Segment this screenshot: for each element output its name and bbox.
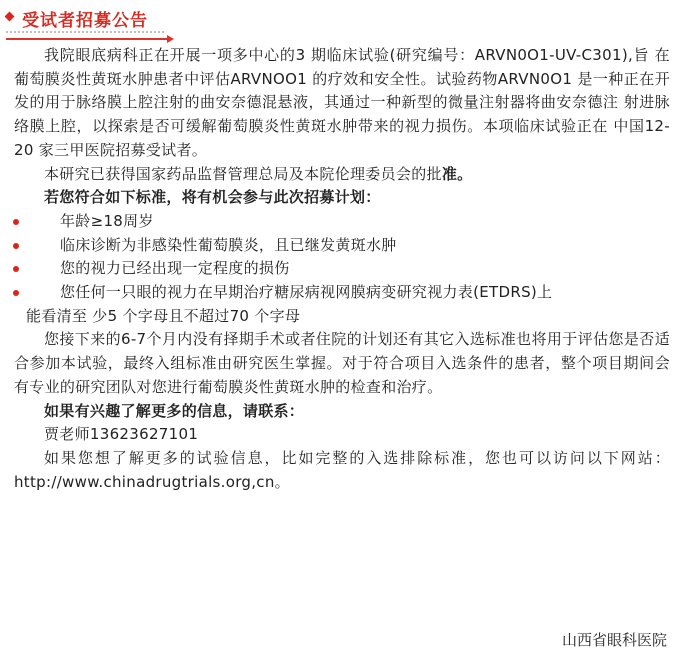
criteria-heading: 若您符合如下标准，将有机会参与此次招募计划：	[44, 188, 381, 207]
announcement-title: 受试者招募公告	[22, 11, 148, 31]
footer-organization: 山西省眼科医院	[561, 631, 667, 649]
red-dot-bullet-icon	[13, 219, 19, 225]
criteria-continuation: 能看清至 少5 个字母且不超过70 个字母	[26, 306, 301, 325]
criteria-item: 您任何一只眼的视力在早期治疗糖尿病视网膜病变研究视力表(ETDRS)上	[14, 281, 670, 305]
approval-end: 准。	[441, 164, 473, 183]
contact-heading: 如果有兴趣了解更多的信息，请联系：	[44, 401, 305, 420]
criteria-item: 临床诊断为非感染性葡萄膜炎，且已继发黄斑水肿	[14, 234, 670, 258]
approval-paragraph	[14, 163, 670, 187]
announcement-header	[0, 0, 675, 44]
approval-text: 本研究已获得国家药品监督管理总局及本院伦理委员会的批	[44, 164, 442, 183]
dotted-divider	[6, 31, 164, 33]
criteria-list	[14, 210, 670, 305]
red-dot-bullet-icon	[13, 266, 19, 272]
red-dot-bullet-icon	[13, 243, 19, 249]
contact-person: 贾老师13623627101	[44, 425, 199, 444]
diamond-bullet-icon	[5, 12, 15, 22]
red-dot-bullet-icon	[13, 290, 19, 296]
announcement-body	[14, 44, 670, 494]
criteria-item: 年龄≥18周岁	[14, 210, 670, 234]
website-paragraph: 如果您想了解更多的试验信息，比如完整的入选排除标准，您也可以访问以下网站：http://www.chinadrugtrials.org,cn。	[14, 448, 670, 491]
criteria-item: 您的视力已经出现一定程度的损伤	[14, 257, 670, 281]
intro-paragraph: 我院眼底病科正在开展一项多中心的3 期临床试验(研究编号：ARVN0O1-UV-C301),旨 在葡萄膜炎性黄斑水肿患者中评估ARVNOO1 的疗效和安全性。试验药物ARVN0O1 是一种正在开 发的用于脉络膜上腔注射的曲安奈德混悬液，其通过一种新型的微量注射器将曲安奈德注 射进脉络膜上腔，以探索是否可缓解葡萄膜炎性黄斑水肿带来的视力损伤。本项临床试验正在 中国12-20 家三甲医院招募受试者。	[14, 46, 670, 159]
red-arrow-divider	[6, 38, 168, 40]
exclusion-paragraph: 您接下来的6-7个月内没有择期手术或者住院的计划还有其它入选标准也将用于评估您是否适合参加本试验，最终入组标准由研究医生掌握。对于符合项目入选条件的患者，整个项目期间会有专业的研究团队对您进行葡萄膜炎性黄斑水肿的检查和治疗。	[14, 330, 670, 396]
